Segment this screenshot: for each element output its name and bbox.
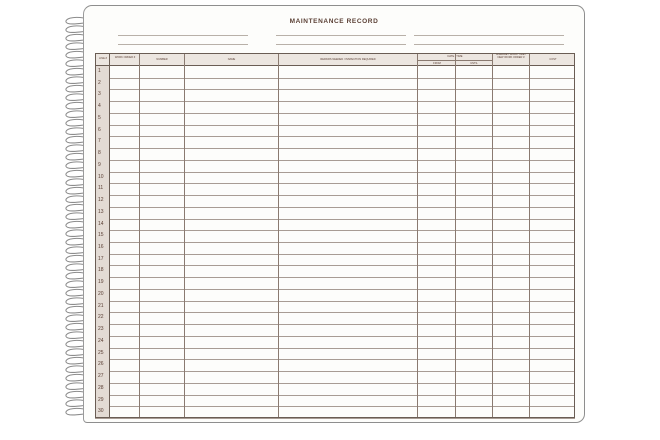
coil	[66, 349, 84, 356]
table-row	[95, 289, 575, 290]
line-number: 10	[95, 172, 109, 184]
header-date-time: DATE / TIME	[447, 55, 463, 58]
header-number: NUMBER	[156, 58, 168, 61]
table-row	[95, 148, 575, 149]
table-row	[95, 113, 575, 114]
table-row	[95, 172, 575, 173]
table-row	[95, 348, 575, 349]
coil	[66, 264, 84, 271]
line-number: 26	[95, 359, 109, 371]
header-from: FROM	[433, 62, 441, 65]
coil	[66, 102, 84, 109]
table-row	[95, 336, 575, 337]
line-number: 1	[95, 66, 109, 78]
coil	[66, 230, 84, 237]
coil	[66, 26, 84, 33]
header-repairs: REPAIRS NEEDED / INSPECTION REQUIRED	[320, 58, 376, 61]
table-row	[95, 160, 575, 161]
column-divider	[278, 53, 279, 418]
line-number: 21	[95, 301, 109, 313]
coil	[66, 51, 84, 58]
table-header	[95, 53, 575, 66]
line-number: 22	[95, 312, 109, 324]
line-number: 18	[95, 265, 109, 277]
coil	[66, 323, 84, 330]
line-number: 8	[95, 148, 109, 160]
line-number: 16	[95, 242, 109, 254]
table-row	[95, 312, 575, 313]
line-number: 15	[95, 230, 109, 242]
line-number: 20	[95, 289, 109, 301]
page-title: MAINTENANCE RECORD	[289, 18, 379, 25]
coil	[66, 136, 84, 143]
coil	[66, 60, 84, 67]
coil	[66, 119, 84, 126]
line-number: 5	[95, 113, 109, 125]
column-divider	[139, 53, 140, 418]
table-row	[95, 406, 575, 407]
coil	[66, 213, 84, 220]
line-number: 19	[95, 277, 109, 289]
coil	[66, 357, 84, 364]
coil	[66, 238, 84, 245]
coil	[66, 306, 84, 313]
table-row	[95, 418, 575, 419]
line-number: 30	[95, 406, 109, 418]
coil	[66, 366, 84, 373]
header-mileage: MILEAGE / WORK TIME / NEW WORK ORDER #	[495, 53, 527, 59]
header-until: UNTIL	[470, 62, 478, 65]
column-divider	[455, 53, 456, 418]
write-line	[118, 44, 248, 45]
coil	[66, 315, 84, 322]
table-border	[95, 53, 575, 418]
coil	[66, 85, 84, 92]
coil	[66, 400, 84, 407]
coil	[66, 94, 84, 101]
line-number: 28	[95, 383, 109, 395]
coil	[66, 196, 84, 203]
coil	[66, 187, 84, 194]
coil	[66, 374, 84, 381]
header-work-order: WORK ORDER #	[114, 56, 136, 59]
coil	[66, 34, 84, 41]
maintenance-record-sheet	[83, 5, 585, 423]
write-line	[118, 35, 248, 36]
table-row	[95, 265, 575, 266]
column-divider	[109, 53, 110, 418]
coil	[66, 17, 84, 24]
coil	[66, 255, 84, 262]
line-number: 24	[95, 336, 109, 348]
coil	[66, 340, 84, 347]
coil	[66, 298, 84, 305]
coil	[66, 43, 84, 50]
column-divider	[184, 53, 185, 418]
line-number: 6	[95, 125, 109, 137]
table-row	[95, 101, 575, 102]
table-row	[95, 183, 575, 184]
table-row	[95, 254, 575, 255]
coil	[66, 221, 84, 228]
write-line	[276, 44, 406, 45]
coil	[66, 68, 84, 75]
table-row	[95, 78, 575, 79]
line-number: 29	[95, 395, 109, 407]
table-row	[95, 136, 575, 137]
table-row	[95, 383, 575, 384]
coil	[66, 153, 84, 160]
coil	[66, 77, 84, 84]
write-line	[414, 35, 564, 36]
line-number: 27	[95, 371, 109, 383]
table-row	[95, 195, 575, 196]
coil	[66, 145, 84, 152]
header-line: LINE #	[99, 57, 107, 60]
write-line	[414, 44, 564, 45]
coil	[66, 408, 84, 415]
table-row	[95, 242, 575, 243]
line-number: 9	[95, 160, 109, 172]
table-row	[95, 125, 575, 126]
line-number: 3	[95, 89, 109, 101]
coil	[66, 332, 84, 339]
line-number: 4	[95, 101, 109, 113]
line-number: 14	[95, 219, 109, 231]
coil	[66, 128, 84, 135]
coil	[66, 281, 84, 288]
coil	[66, 170, 84, 177]
coil	[66, 179, 84, 186]
line-number: 12	[95, 195, 109, 207]
line-number: 13	[95, 207, 109, 219]
coil	[66, 204, 84, 211]
column-divider	[529, 53, 530, 418]
coil	[66, 289, 84, 296]
header-cost: COST	[549, 58, 557, 61]
table-row	[95, 301, 575, 302]
header-name: NAME	[227, 58, 236, 61]
column-divider	[492, 53, 493, 418]
table-row	[95, 89, 575, 90]
coil	[66, 383, 84, 390]
line-number: 25	[95, 348, 109, 360]
table-row	[95, 395, 575, 396]
table-row	[95, 359, 575, 360]
line-number: 23	[95, 324, 109, 336]
write-line	[276, 35, 406, 36]
table-row	[95, 277, 575, 278]
coil	[66, 111, 84, 118]
line-number: 17	[95, 254, 109, 266]
coil	[66, 162, 84, 169]
table-row	[95, 219, 575, 220]
coil	[66, 247, 84, 254]
line-number: 2	[95, 78, 109, 90]
maintenance-table	[95, 53, 575, 418]
table-row	[95, 207, 575, 208]
table-row	[95, 324, 575, 325]
coil	[66, 391, 84, 398]
table-row	[95, 371, 575, 372]
column-divider	[417, 53, 418, 418]
line-number: 11	[95, 183, 109, 195]
coil	[66, 272, 84, 279]
line-number: 7	[95, 136, 109, 148]
table-row	[95, 230, 575, 231]
